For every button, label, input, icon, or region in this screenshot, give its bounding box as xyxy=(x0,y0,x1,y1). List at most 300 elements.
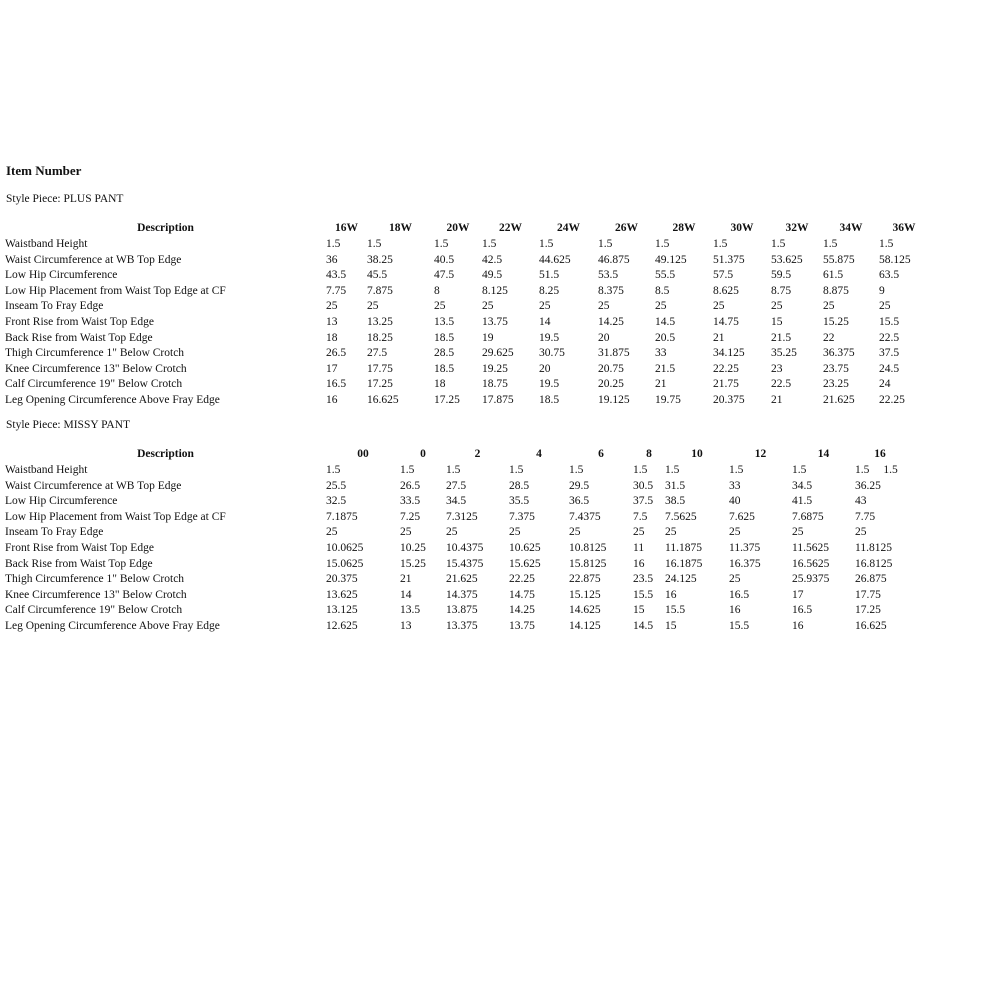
table-row xyxy=(5,572,905,588)
cell-value: 21.625 xyxy=(446,573,478,586)
table-cell xyxy=(855,619,905,635)
table-cell xyxy=(633,494,665,510)
cell-value: 15 xyxy=(665,619,677,632)
table-cell xyxy=(446,541,509,557)
row-label: Back Rise from Waist Top Edge xyxy=(5,331,153,344)
table-cell: 14.75 xyxy=(713,315,739,328)
cell-value: 16.5 xyxy=(729,588,750,601)
cell-value: 11.375 xyxy=(729,541,761,554)
table-cell: 20 xyxy=(539,362,551,375)
table-cell xyxy=(633,510,665,526)
table-cell: 19.5 xyxy=(539,378,560,391)
table-cell: 36 xyxy=(326,253,338,266)
table-cell: 25 xyxy=(326,300,338,313)
cell-value: 1.5 xyxy=(326,464,341,476)
table-cell xyxy=(633,541,665,557)
size-header: 16 xyxy=(874,447,886,460)
table-row xyxy=(5,237,929,253)
table-cell: 23 xyxy=(771,362,783,375)
table-cell: 45.5 xyxy=(367,269,388,282)
table-cell: 44.625 xyxy=(539,253,571,266)
cell-value: 17 xyxy=(792,588,804,601)
table-cell xyxy=(400,588,446,604)
cell-value: 13.75 xyxy=(509,619,535,632)
table-row xyxy=(5,619,905,635)
table-cell xyxy=(400,541,446,557)
table-cell: 14.25 xyxy=(598,315,624,328)
table-cell xyxy=(400,510,446,526)
cell-value: 16 xyxy=(633,557,645,570)
table-cell xyxy=(326,603,400,619)
table-cell: 42.5 xyxy=(482,253,503,266)
table-cell: 8.25 xyxy=(539,284,560,297)
table-cell: 22.25 xyxy=(713,362,739,375)
table-cell xyxy=(446,619,509,635)
table-row xyxy=(5,331,929,347)
table-cell xyxy=(665,541,729,557)
table-cell xyxy=(665,463,729,479)
table-cell xyxy=(446,463,509,479)
table-cell: 43.5 xyxy=(326,269,347,282)
cell-value: 14.625 xyxy=(569,604,601,617)
table-cell: 18.5 xyxy=(434,331,455,344)
table-cell: 55.5 xyxy=(655,269,676,282)
table-cell: 20.25 xyxy=(598,378,624,391)
table-cell: 33 xyxy=(655,347,667,360)
size-header: 4 xyxy=(536,447,542,460)
table-cell xyxy=(665,619,729,635)
cell-value: 21 xyxy=(400,573,412,586)
cell-value: 25 xyxy=(633,526,645,539)
size-header: 24W xyxy=(557,221,580,234)
table-cell xyxy=(569,510,633,526)
size-header: 26W xyxy=(615,221,638,234)
table-cell: 30.75 xyxy=(539,347,565,360)
table-cell: 21.5 xyxy=(771,331,792,344)
table-cell xyxy=(446,588,509,604)
table-cell: 14 xyxy=(539,315,551,328)
table-cell xyxy=(665,525,729,541)
cell-value: 7.25 xyxy=(400,510,421,523)
table-cell: 1.5 xyxy=(598,238,613,250)
cell-value: 7.6875 xyxy=(792,510,824,523)
cell-value: 34.5 xyxy=(792,479,813,492)
table-cell: 38.25 xyxy=(367,253,393,266)
table-row xyxy=(5,346,929,362)
table-cell: 28.5 xyxy=(434,347,455,360)
table-cell xyxy=(400,463,446,479)
cell-value: 15.4375 xyxy=(446,557,484,570)
table-cell xyxy=(509,619,569,635)
table-cell xyxy=(729,603,792,619)
table-cell: 13.75 xyxy=(482,315,508,328)
table-cell: 22 xyxy=(823,331,835,344)
table-cell xyxy=(326,463,400,479)
table-cell xyxy=(855,479,905,495)
table-cell: 21.75 xyxy=(713,378,739,391)
table-cell: 1.5 xyxy=(367,238,382,250)
table-cell: 37.5 xyxy=(879,347,900,360)
table-cell xyxy=(400,525,446,541)
table-cell xyxy=(729,541,792,557)
table-cell: 23.75 xyxy=(823,362,849,375)
cell-value: 12.625 xyxy=(326,619,358,632)
table-cell: 34.125 xyxy=(713,347,745,360)
table-row xyxy=(5,299,929,315)
table-cell: 1.5 xyxy=(655,238,670,250)
cell-value: 25 xyxy=(855,526,867,539)
table-cell xyxy=(633,557,665,573)
table-row xyxy=(5,315,929,331)
row-label: Low Hip Placement from Waist Top Edge at CF xyxy=(5,510,226,523)
cell-value: 13.375 xyxy=(446,619,478,632)
row-label: Thigh Circumference 1" Below Crotch xyxy=(5,347,185,360)
table-cell xyxy=(569,479,633,495)
table-cell xyxy=(729,479,792,495)
cell-value: 16.625 xyxy=(855,619,887,632)
table-cell: 20 xyxy=(598,331,610,344)
cell-value: 25 xyxy=(446,526,458,539)
table-cell: 8.625 xyxy=(713,284,739,297)
table-cell: 19.5 xyxy=(539,331,560,344)
cell-value: 25 xyxy=(326,526,338,539)
cell-value: 34.5 xyxy=(446,495,467,508)
table-cell xyxy=(509,557,569,573)
cell-value: 16.1875 xyxy=(665,557,703,570)
table-cell xyxy=(792,494,855,510)
table-cell: 61.5 xyxy=(823,269,844,282)
cell-value: 36.25 xyxy=(855,479,881,492)
table-row xyxy=(5,463,905,479)
table-cell: 18.5 xyxy=(434,362,455,375)
cell-value: 1.5 xyxy=(883,464,898,476)
cell-value: 25 xyxy=(665,526,677,539)
table-cell xyxy=(665,588,729,604)
cell-value: 15.5 xyxy=(665,604,686,617)
table-cell xyxy=(855,557,905,573)
cell-value: 20.375 xyxy=(326,573,358,586)
table-cell xyxy=(509,479,569,495)
table-cell xyxy=(665,572,729,588)
table-cell: 25 xyxy=(771,300,783,313)
row-label: Inseam To Fray Edge xyxy=(5,300,104,313)
item-number-heading: Item Number xyxy=(6,163,82,178)
cell-value: 1.5 xyxy=(446,464,461,476)
table-cell xyxy=(509,463,569,479)
table-cell xyxy=(569,572,633,588)
size-header: 32W xyxy=(785,221,809,234)
row-label: Knee Circumference 13" Below Crotch xyxy=(5,362,187,375)
cell-value: 31.5 xyxy=(665,479,686,492)
table-cell xyxy=(400,494,446,510)
row-label: Waistband Height xyxy=(5,464,88,476)
row-label: Waist Circumference at WB Top Edge xyxy=(5,253,182,266)
size-header: 10 xyxy=(691,447,703,460)
table-cell: 25 xyxy=(482,300,494,313)
table-cell: 17 xyxy=(326,362,338,375)
cell-value: 15.125 xyxy=(569,588,601,601)
table-row xyxy=(5,603,905,619)
table-cell: 1.5 xyxy=(482,238,497,250)
size-header: 34W xyxy=(839,221,863,234)
row-label: Low Hip Circumference xyxy=(5,269,118,282)
table-cell xyxy=(509,510,569,526)
cell-value: 7.5 xyxy=(633,510,648,523)
table-cell xyxy=(509,494,569,510)
table-cell: 1.5 xyxy=(434,238,449,250)
table-cell: 1.5 xyxy=(326,238,341,250)
table-cell xyxy=(729,619,792,635)
table-cell: 21.625 xyxy=(823,393,855,406)
table-cell: 25 xyxy=(434,300,446,313)
missy-spec-table xyxy=(5,446,905,635)
table-cell: 19 xyxy=(482,331,494,344)
table-row xyxy=(5,393,929,409)
size-header: 22W xyxy=(499,221,522,234)
table-cell: 23.25 xyxy=(823,378,849,391)
table-cell: 18.25 xyxy=(367,331,393,344)
table-cell xyxy=(569,603,633,619)
cell-value: 16.375 xyxy=(729,557,761,570)
cell-value: 33.5 xyxy=(400,495,421,508)
table-cell xyxy=(509,572,569,588)
size-header: 8 xyxy=(646,447,652,460)
table-cell xyxy=(633,588,665,604)
table-cell xyxy=(855,572,905,588)
table-cell: 27.5 xyxy=(367,347,388,360)
cell-value: 10.0625 xyxy=(326,541,364,554)
table-cell xyxy=(569,463,633,479)
table-cell xyxy=(446,603,509,619)
cell-value: 15.25 xyxy=(400,557,426,570)
table-cell: 13.5 xyxy=(434,315,455,328)
table-cell: 15.25 xyxy=(823,315,849,328)
row-label: Calf Circumference 19" Below Crotch xyxy=(5,378,183,391)
table-cell xyxy=(855,525,905,541)
table-row xyxy=(5,479,905,495)
cell-value: 22.25 xyxy=(509,573,535,586)
cell-value: 1.5 xyxy=(729,464,744,476)
table-cell xyxy=(633,619,665,635)
cell-value: 15 xyxy=(633,604,645,617)
size-header: 30W xyxy=(730,221,754,234)
table-cell: 22.5 xyxy=(879,331,900,344)
size-header: 6 xyxy=(598,447,604,460)
table-cell: 20.375 xyxy=(713,393,745,406)
size-header: 28W xyxy=(672,221,696,234)
table-cell: 25 xyxy=(367,300,379,313)
table-cell xyxy=(326,572,400,588)
table-row xyxy=(5,525,905,541)
row-label: Knee Circumference 13" Below Crotch xyxy=(5,588,187,601)
cell-value: 1.5 xyxy=(665,464,680,476)
cell-value: 25 xyxy=(729,526,741,539)
table-cell: 19.125 xyxy=(598,393,630,406)
table-cell xyxy=(509,541,569,557)
table-cell: 49.5 xyxy=(482,269,503,282)
cell-value: 25.9375 xyxy=(792,573,830,586)
table-cell xyxy=(855,463,905,479)
table-cell: 25 xyxy=(655,300,667,313)
cell-value: 32.5 xyxy=(326,495,347,508)
table-cell xyxy=(855,541,905,557)
cell-value: 11 xyxy=(633,541,645,554)
table-cell xyxy=(400,479,446,495)
cell-value: 1.5 xyxy=(855,464,870,476)
table-row xyxy=(5,377,929,393)
cell-value: 14.25 xyxy=(509,604,535,617)
cell-value: 10.25 xyxy=(400,541,426,554)
cell-value: 16 xyxy=(665,588,677,601)
cell-value: 14.5 xyxy=(633,619,654,632)
size-header: 14 xyxy=(817,447,830,460)
table-cell: 19.25 xyxy=(482,362,508,375)
cell-value: 7.375 xyxy=(509,510,535,523)
table-cell: 25 xyxy=(598,300,610,313)
table-cell xyxy=(446,572,509,588)
row-label: Back Rise from Waist Top Edge xyxy=(5,557,153,570)
cell-value: 25 xyxy=(792,526,804,539)
table-row xyxy=(5,510,905,526)
table-cell: 57.5 xyxy=(713,269,734,282)
cell-value: 25.5 xyxy=(326,479,347,492)
table-cell xyxy=(400,619,446,635)
cell-value: 15.8125 xyxy=(569,557,607,570)
table-cell xyxy=(446,479,509,495)
plus-spec-table xyxy=(5,220,929,409)
table-cell: 7.875 xyxy=(367,284,393,297)
cell-value: 16.8125 xyxy=(855,557,893,570)
cell-value: 23.5 xyxy=(633,573,654,586)
cell-value: 25 xyxy=(729,573,741,586)
cell-value: 24.125 xyxy=(665,573,697,586)
table-row xyxy=(5,494,905,510)
table-cell: 25 xyxy=(879,300,891,313)
table-cell xyxy=(729,572,792,588)
table-row xyxy=(5,284,929,300)
description-header: Description xyxy=(137,221,194,234)
table-cell: 8.125 xyxy=(482,284,508,297)
table-cell: 36.375 xyxy=(823,347,855,360)
cell-value: 28.5 xyxy=(509,479,530,492)
table-cell: 14.5 xyxy=(655,315,676,328)
table-cell: 1.5 xyxy=(713,238,728,250)
cell-value: 40 xyxy=(729,495,741,508)
cell-value: 1.5 xyxy=(400,464,415,476)
table-cell xyxy=(792,479,855,495)
table-cell: 1.5 xyxy=(879,238,894,250)
table-cell: 17.75 xyxy=(367,362,393,375)
table-cell: 17.25 xyxy=(367,378,393,391)
table-cell xyxy=(792,572,855,588)
table-cell xyxy=(400,572,446,588)
cell-value: 13.125 xyxy=(326,604,358,617)
table-cell: 9 xyxy=(879,284,885,297)
cell-value: 1.5 xyxy=(509,464,524,476)
table-row xyxy=(5,588,905,604)
table-cell: 51.5 xyxy=(539,269,560,282)
table-cell xyxy=(633,572,665,588)
cell-value: 7.75 xyxy=(855,510,876,523)
table-cell xyxy=(326,510,400,526)
cell-value: 16.5 xyxy=(792,604,813,617)
cell-value: 35.5 xyxy=(509,495,530,508)
table-cell xyxy=(633,479,665,495)
table-cell xyxy=(729,557,792,573)
table-cell xyxy=(326,541,400,557)
cell-value: 27.5 xyxy=(446,479,467,492)
cell-value: 1.5 xyxy=(633,464,648,476)
table-cell: 53.625 xyxy=(771,253,803,266)
cell-value: 16 xyxy=(792,619,804,632)
table-cell xyxy=(665,479,729,495)
table-cell xyxy=(665,510,729,526)
cell-value: 26.5 xyxy=(400,479,421,492)
table-cell: 13 xyxy=(326,315,338,328)
table-cell xyxy=(446,510,509,526)
table-cell xyxy=(400,557,446,573)
table-cell xyxy=(326,588,400,604)
table-cell: 21.5 xyxy=(655,362,676,375)
cell-value: 17.25 xyxy=(855,604,881,617)
table-cell xyxy=(326,479,400,495)
table-cell: 21 xyxy=(655,378,667,391)
cell-value: 43 xyxy=(855,495,867,508)
table-cell xyxy=(446,494,509,510)
table-cell: 16 xyxy=(326,393,338,406)
table-cell xyxy=(326,557,400,573)
table-cell: 19.75 xyxy=(655,393,681,406)
missy-style-label: Style Piece: MISSY PANT xyxy=(6,419,131,431)
table-cell xyxy=(569,619,633,635)
table-cell: 15.5 xyxy=(879,315,900,328)
table-cell xyxy=(855,510,905,526)
size-header: 12 xyxy=(754,447,767,460)
table-cell: 35.25 xyxy=(771,347,797,360)
table-cell: 1.5 xyxy=(823,238,838,250)
cell-value: 13.625 xyxy=(326,588,358,601)
table-cell xyxy=(729,525,792,541)
table-cell: 25 xyxy=(539,300,551,313)
cell-value: 15.625 xyxy=(509,557,541,570)
table-cell xyxy=(569,541,633,557)
table-row xyxy=(5,268,929,284)
cell-value: 38.5 xyxy=(665,495,686,508)
table-cell xyxy=(400,603,446,619)
cell-value: 33 xyxy=(729,479,741,492)
table-cell xyxy=(326,619,400,635)
cell-value: 25 xyxy=(569,526,581,539)
table-cell: 8 xyxy=(434,284,440,297)
cell-value: 14.125 xyxy=(569,619,601,632)
size-header: 18W xyxy=(389,221,412,234)
table-cell xyxy=(792,463,855,479)
table-cell: 7.75 xyxy=(326,284,347,297)
size-header: 0 xyxy=(420,447,426,460)
table-cell xyxy=(633,603,665,619)
table-cell: 15 xyxy=(771,315,783,328)
row-label: Front Rise from Waist Top Edge xyxy=(5,541,154,554)
cell-value: 7.4375 xyxy=(569,510,601,523)
table-cell xyxy=(792,525,855,541)
table-cell: 16.5 xyxy=(326,378,347,391)
row-label: Leg Opening Circumference Above Fray Edge xyxy=(5,393,220,406)
table-cell xyxy=(792,557,855,573)
table-cell: 1.5 xyxy=(771,238,786,250)
table-cell: 25 xyxy=(713,300,725,313)
row-label: Inseam To Fray Edge xyxy=(5,526,104,539)
table-cell: 53.5 xyxy=(598,269,619,282)
